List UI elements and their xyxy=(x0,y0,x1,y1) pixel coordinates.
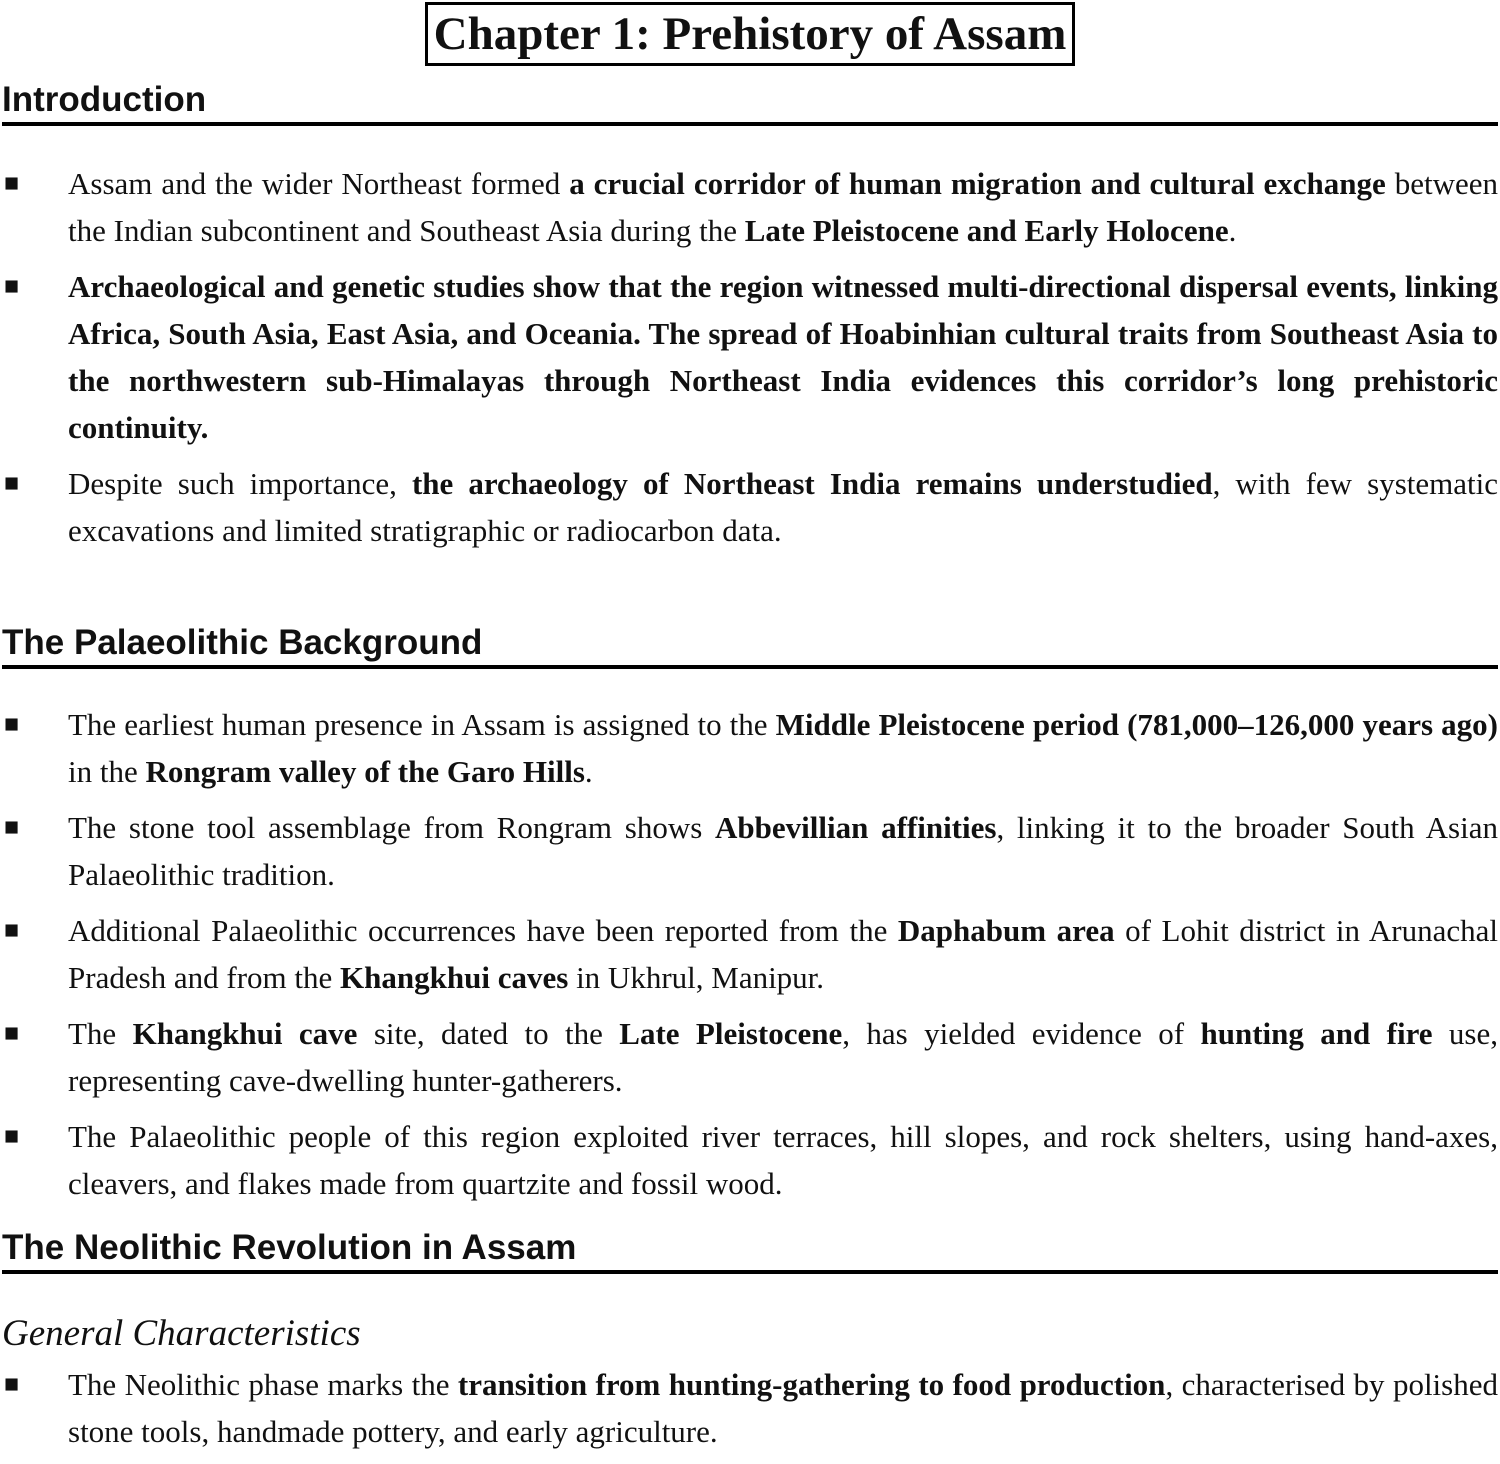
square-bullet-icon: ■ xyxy=(4,917,20,944)
square-bullet-icon: ■ xyxy=(4,814,20,841)
list-item xyxy=(0,804,1498,898)
bold-text-run: Khangkhui cave xyxy=(132,1016,358,1051)
list-item xyxy=(0,160,1498,254)
text-run: use, representing cave-dwelling hunter-gatherers. xyxy=(68,1016,1499,1098)
text-run: , characterised by polished stone tools, handmade pottery, and early agriculture. xyxy=(68,1367,1498,1449)
title-container xyxy=(0,2,1500,66)
text-run: . xyxy=(1228,213,1237,248)
bold-text-run: Daphabum area xyxy=(897,913,1115,948)
bullet-text xyxy=(68,907,1498,1001)
text-run: . xyxy=(584,754,593,789)
section-heading-introduction: Introduction xyxy=(2,80,1498,126)
section-heading-palaeolithic: The Palaeolithic Background xyxy=(2,623,1498,669)
text-run: The xyxy=(68,1016,133,1051)
square-bullet-icon: ■ xyxy=(4,1371,20,1398)
bold-text-run: the archaeology of Northeast India remains understudied xyxy=(411,466,1213,501)
bold-text-run: Khangkhui caves xyxy=(340,960,569,995)
text-run: of Lohit district in Arunachal Pradesh and from the xyxy=(68,913,1498,995)
square-bullet-icon: ■ xyxy=(4,470,20,497)
bullet-text xyxy=(68,263,1498,451)
text-run: The earliest human presence in Assam is assigned to the xyxy=(68,707,776,742)
section-heading-neolithic: The Neolithic Revolution in Assam xyxy=(2,1228,1498,1274)
text-run: The Neolithic phase marks the xyxy=(68,1367,458,1402)
bold-text-run: Middle Pleistocene period (781,000–126,000 years ago) xyxy=(775,707,1498,742)
bold-text-run: Archaeological and genetic studies show that the region witnessed multi-directional dispersal events, linking Africa, South Asia, East Asia, and Oceania. The spread of Hoabinhian cultural traits from Southeast Asia to the northwestern sub-Himalayas through Northeast India evidences this corridor’s long prehistoric continuity. xyxy=(68,269,1498,445)
introduction-bullet-list xyxy=(0,160,1498,563)
bold-text-run: transition from hunting-gathering to food production xyxy=(457,1367,1166,1402)
text-run: Assam and the wider Northeast formed xyxy=(68,166,570,201)
list-item xyxy=(0,263,1498,451)
bullet-text xyxy=(68,804,1498,898)
list-item xyxy=(0,1010,1498,1104)
list-item xyxy=(0,460,1498,554)
list-item xyxy=(0,1361,1498,1455)
bullet-text xyxy=(68,1010,1498,1104)
text-run: in Ukhrul, Manipur. xyxy=(568,960,825,995)
text-run: , has yielded evidence of xyxy=(842,1016,1201,1051)
bold-text-run: Late Pleistocene xyxy=(619,1016,843,1051)
text-run: The Palaeolithic people of this region exploited river terraces, hill slopes, and rock shelters, using hand-axes, cleavers, and flakes made from quartzite and fossil wood. xyxy=(68,1119,1498,1201)
text-run: site, dated to the xyxy=(357,1016,620,1051)
text-run: in the xyxy=(68,754,146,789)
square-bullet-icon: ■ xyxy=(4,170,20,197)
text-run: between the Indian subcontinent and Southeast Asia during the xyxy=(68,166,1499,248)
bullet-text xyxy=(68,1113,1498,1207)
chapter-title: Chapter 1: Prehistory of Assam xyxy=(425,2,1076,66)
list-item xyxy=(0,907,1498,1001)
text-run: , linking it to the broader South Asian Palaeolithic tradition. xyxy=(68,810,1498,892)
text-run: Additional Palaeolithic occurrences have been reported from the xyxy=(68,913,898,948)
subheading-general-characteristics: General Characteristics xyxy=(2,1313,361,1354)
text-run: Despite such importance, xyxy=(68,466,412,501)
palaeolithic-bullet-list xyxy=(0,701,1498,1216)
text-run: The stone tool assemblage from Rongram shows xyxy=(68,810,716,845)
bullet-text xyxy=(68,160,1498,254)
bold-text-run: Late Pleistocene and Early Holocene xyxy=(744,213,1229,248)
bullet-text xyxy=(68,701,1498,795)
square-bullet-icon: ■ xyxy=(4,711,20,738)
square-bullet-icon: ■ xyxy=(4,1123,20,1150)
neolithic-bullet-list xyxy=(0,1361,1498,1464)
bold-text-run: Abbevillian affinities xyxy=(715,810,997,845)
bold-text-run: a crucial corridor of human migration and cultural exchange xyxy=(569,166,1386,201)
square-bullet-icon: ■ xyxy=(4,1020,20,1047)
square-bullet-icon: ■ xyxy=(4,273,20,300)
bold-text-run: hunting and fire xyxy=(1200,1016,1433,1051)
bullet-text xyxy=(68,1361,1498,1455)
bullet-text xyxy=(68,460,1498,554)
bold-text-run: Rongram valley of the Garo Hills xyxy=(145,754,585,789)
list-item xyxy=(0,1113,1498,1207)
list-item xyxy=(0,701,1498,795)
text-run: , with few systematic excavations and limited stratigraphic or radiocarbon data. xyxy=(68,466,1498,548)
